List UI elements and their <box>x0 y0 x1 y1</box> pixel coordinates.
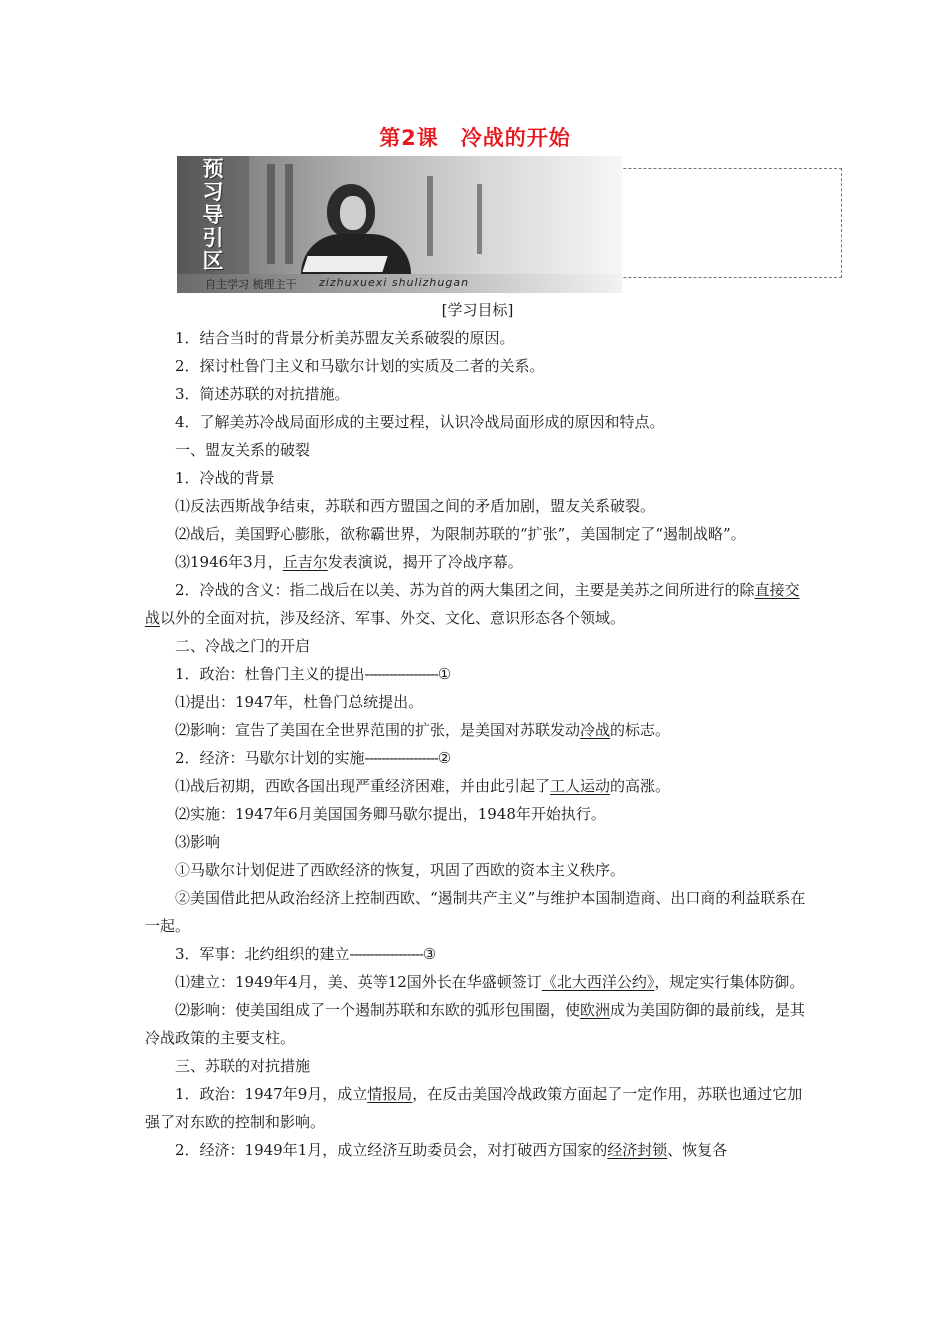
banner-char: 预 <box>202 156 224 181</box>
objective-4: 4．了解美苏冷战局面形成的主要过程，认识冷战局面形成的原因和特点。 <box>175 413 665 431</box>
objectives-heading: [学习目标] <box>441 301 514 319</box>
banner-char: 导 <box>202 202 224 227</box>
lesson-title: 第2课 冷战的开始 <box>379 126 571 150</box>
banner-side-label <box>177 156 249 274</box>
subheading: 2．经济：马歇尔计划的实施------------------② <box>175 749 451 767</box>
banner-char: 习 <box>202 179 224 204</box>
paragraph: ⑵实施：1947年6月美国国务卿马歇尔提出，1948年开始执行。 <box>175 805 606 823</box>
blank-answer: 直接交战 <box>145 581 800 627</box>
subheading: 3．军事：北约组织的建立------------------③ <box>175 945 436 963</box>
paragraph: ⑴战后初期，西欧各国出现严重经济困难，并由此引起了工人运动的高涨。 <box>175 777 671 795</box>
banner-caption <box>177 274 622 293</box>
blank-answer: 冷战 <box>580 721 611 739</box>
blank-answer: 《北大西洋公约》 <box>541 973 655 991</box>
paragraph: ⑴反法西斯战争结束，苏联和西方盟国之间的矛盾加剧，盟友关系破裂。 <box>175 497 656 515</box>
section-heading-2: 二、冷战之门的开启 <box>175 637 311 655</box>
preview-banner <box>177 156 622 293</box>
blank-answer: 经济封锁 <box>607 1141 668 1159</box>
paragraph: ②美国借此把从政治经济上控制西欧、“遏制共产主义”与维护本国制造商、出口商的利益联系在一起。 <box>145 889 806 935</box>
objective-3: 3．简述苏联的对抗措施。 <box>175 385 350 403</box>
blank-answer: 丘吉尔 <box>282 553 328 571</box>
objective-2: 2．探讨杜鲁门主义和马歇尔计划的实质及二者的关系。 <box>175 357 545 375</box>
blank-answer: 工人运动 <box>550 777 611 795</box>
banner-photo <box>177 156 622 274</box>
section-heading-1: 一、盟友关系的破裂 <box>175 441 311 459</box>
banner-char: 引 <box>202 225 224 250</box>
main-text <box>145 296 810 1164</box>
paragraph: ⑴提出：1947年，杜鲁门总统提出。 <box>175 693 424 711</box>
subheading: 1．政治：杜鲁门主义的提出------------------① <box>175 665 451 683</box>
paragraph: 1．政治：1947年9月，成立情报局，在反击美国冷战政策方面起了一定作用，苏联也通过它加强了对东欧的控制和影响。 <box>145 1085 803 1131</box>
objective-1: 1．结合当时的背景分析美苏盟友关系破裂的原因。 <box>175 329 515 347</box>
paragraph: 2．冷战的含义：指二战后在以美、苏为首的两大集团之间，主要是美苏之间所进行的除直接交战以外的全面对抗，涉及经济、军事、外交、文化、意识形态各个领域。 <box>145 581 800 627</box>
banner-caption-cn: 自主学习 梳理主干 <box>205 278 297 291</box>
paragraph: ⑶1946年3月，丘吉尔发表演说，揭开了冷战序幕。 <box>175 553 523 571</box>
paragraph: ⑵影响：使美国组成了一个遏制苏联和东欧的弧形包围圈，使欧洲成为美国防御的最前线，是其冷战政策的主要支柱。 <box>145 1001 806 1047</box>
paragraph: ⑵战后，美国野心膨胀，欲称霸世界，为限制苏联的“扩张”，美国制定了“遏制战略”。 <box>175 525 746 543</box>
section-heading-3: 三、苏联的对抗措施 <box>175 1057 311 1075</box>
banner-caption-pinyin: zizhuxuexi shulizhugan <box>319 276 470 289</box>
paragraph: 2．经济：1949年1月，成立经济互助委员会，对打破西方国家的经济封锁、恢复各 <box>175 1141 728 1159</box>
paragraph: ⑶影响 <box>175 833 221 851</box>
blank-answer: 情报局 <box>367 1085 413 1103</box>
banner-char: 区 <box>202 248 224 273</box>
paragraph: ①马歇尔计划促进了西欧经济的恢复，巩固了西欧的资本主义秩序。 <box>175 861 626 879</box>
paragraph: ⑴建立：1949年4月，美、英等12国外长在华盛顿签订《北大西洋公约》，规定实行集体防御。 <box>175 973 805 991</box>
blank-answer: 欧洲 <box>580 1001 611 1019</box>
paragraph: ⑵影响：宣告了美国在全世界范围的扩张，是美国对苏联发动冷战的标志。 <box>175 721 671 739</box>
subheading: 1．冷战的背景 <box>175 469 275 487</box>
